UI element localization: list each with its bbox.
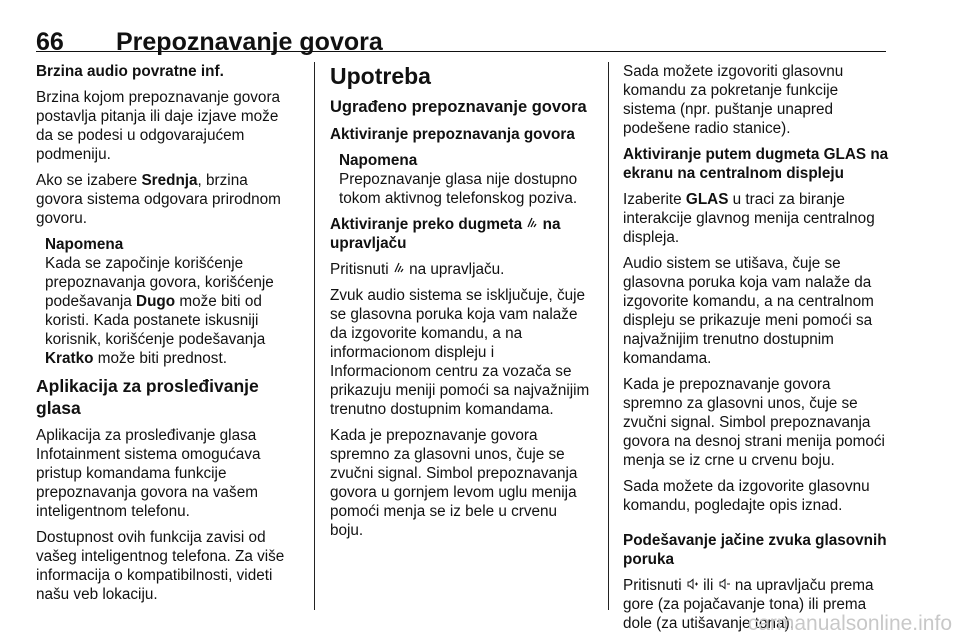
text-run: na upravljaču bbox=[330, 216, 561, 252]
text-run: Aktiviranje preko dugmeta bbox=[330, 216, 527, 233]
page-title: Prepoznavanje govora bbox=[116, 28, 383, 56]
note-title: Napomena bbox=[45, 236, 124, 253]
option-kratko: Kratko bbox=[45, 350, 94, 367]
header-rule bbox=[36, 51, 886, 52]
activation-heading: Aktiviranje prepoznavanja govora bbox=[330, 126, 575, 143]
text-run: na upravljaču. bbox=[404, 261, 505, 278]
option-glas: GLAS bbox=[685, 191, 729, 208]
watermark: carmanualsonline.info bbox=[747, 612, 952, 635]
note-title: Napomena bbox=[339, 152, 418, 169]
glas-button-heading: Aktiviranje putem dugmeta GLAS na ekranu na centralnom displeju bbox=[623, 146, 889, 182]
text-run: može biti od koristi. Kada postanete iskusniji korisnik, korišćenje podešavanja bbox=[45, 293, 266, 348]
speak-command-paragraph: Sada možete izgovoriti glasovnu komandu za pokretanje funkcije sistema (npr. puštanje unapred podešene radio stanice). bbox=[623, 63, 844, 137]
option-dugo: Dugo bbox=[136, 293, 176, 310]
volume-up-icon bbox=[686, 576, 699, 595]
audio-feedback-paragraph-2 bbox=[36, 171, 298, 228]
activation-paragraph-1: Zvuk audio sistema se isključuje, čuje se glasovna poruka koja vam nalaže da izgovorite komandu, a na informacionom displeju i Informacionom centru za vozača se prikazuju meniji pomoći sa najvažnijim trenutno dostupnim komandama. bbox=[330, 287, 590, 418]
column-divider-2 bbox=[608, 62, 609, 610]
voice-passthrough-paragraph-2: Dostupnost ovih funkcija zavisi od vašeg inteligentnog telefona. Za više informacija o kompatibilnosti, videti našu veb lokaciju. bbox=[36, 529, 285, 603]
activation-paragraph-2: Kada je prepoznavanje govora spremno za glasovni unos, čuje se zvučni signal. Simbol prepoznavanja govora u gornjem levom uglu menija pomoći menja se iz bele u crvenu boju. bbox=[330, 427, 578, 539]
column-divider-1 bbox=[314, 62, 315, 610]
glas-paragraph-4: Sada možete da izgovorite glasovnu komandu, pogledajte opis iznad. bbox=[623, 478, 870, 514]
glas-paragraph-1 bbox=[623, 190, 891, 247]
text-run: Ako se izabere bbox=[36, 172, 142, 189]
text-run: Kada se započinje korišćenje prepoznavanja govora, korišćenje podešavanja bbox=[45, 255, 274, 310]
volume-down-icon bbox=[718, 576, 731, 595]
note-box-1 bbox=[36, 235, 298, 368]
text-run: , brzina govora sistema odgovara prirodnom govoru. bbox=[36, 172, 281, 227]
usage-heading: Upotreba bbox=[330, 63, 431, 89]
text-run: ili bbox=[698, 577, 718, 594]
voice-button-icon bbox=[393, 260, 405, 279]
text-run: Pritisnuti bbox=[623, 577, 686, 594]
page-number: 66 bbox=[36, 28, 64, 56]
press-button-paragraph bbox=[330, 260, 594, 279]
audio-feedback-speed-heading: Brzina audio povratne inf. bbox=[36, 63, 224, 80]
glas-paragraph-2: Audio sistem se utišava, čuje se glasovna poruka koja vam nalaže da izgovorite komandu, a na centralnom displeju se prikazuje meni pomoći sa najvažnijim trenutno dostupnim komandama. bbox=[623, 255, 874, 367]
voice-button-icon bbox=[526, 215, 538, 234]
built-in-recognition-heading: Ugrađeno prepoznavanje govora bbox=[330, 98, 587, 116]
note-text bbox=[45, 254, 298, 368]
text-run: može biti prednost. bbox=[93, 350, 227, 367]
steering-button-heading bbox=[330, 215, 594, 253]
text-run: Izaberite bbox=[623, 191, 686, 208]
text-run: Pritisnuti bbox=[330, 261, 393, 278]
option-srednja: Srednja bbox=[141, 172, 198, 189]
voice-passthrough-heading: Aplikacija za prosleđivanje glasa bbox=[36, 376, 259, 418]
column-3 bbox=[623, 62, 891, 640]
page-header bbox=[36, 14, 886, 54]
column-1 bbox=[36, 62, 298, 611]
note-text: Prepoznavanje glasa nije dostupno tokom aktivnog telefonskog poziva. bbox=[339, 171, 578, 207]
column-2 bbox=[330, 62, 594, 547]
note-box-2 bbox=[330, 151, 594, 208]
text-run: na upravljaču prema gore (za pojačavanje tona) ili prema dole (za utišavanje tona). bbox=[623, 577, 874, 632]
audio-feedback-paragraph-1: Brzina kojom prepoznavanje govora postavlja pitanja ili daje izjave može da se podesi u odgovarajućem podmeniju. bbox=[36, 89, 281, 163]
voice-passthrough-paragraph-1: Aplikacija za prosleđivanje glasa Infotainment sistema omogućava pristup komandama funkcije prepoznavanja govora na vašem inteligentnom telefonu. bbox=[36, 427, 261, 520]
glas-paragraph-3: Kada je prepoznavanje govora spremno za glasovni unos, čuje se zvučni signal. Simbol prepoznavanja govora na desnoj strani menija pomoći menja se iz crne u crvenu boju. bbox=[623, 376, 885, 469]
text-run: u traci za biranje interakcije glavnog menija centralnog displeja. bbox=[623, 191, 875, 246]
volume-heading: Podešavanje jačine zvuka glasovnih poruka bbox=[623, 532, 887, 568]
